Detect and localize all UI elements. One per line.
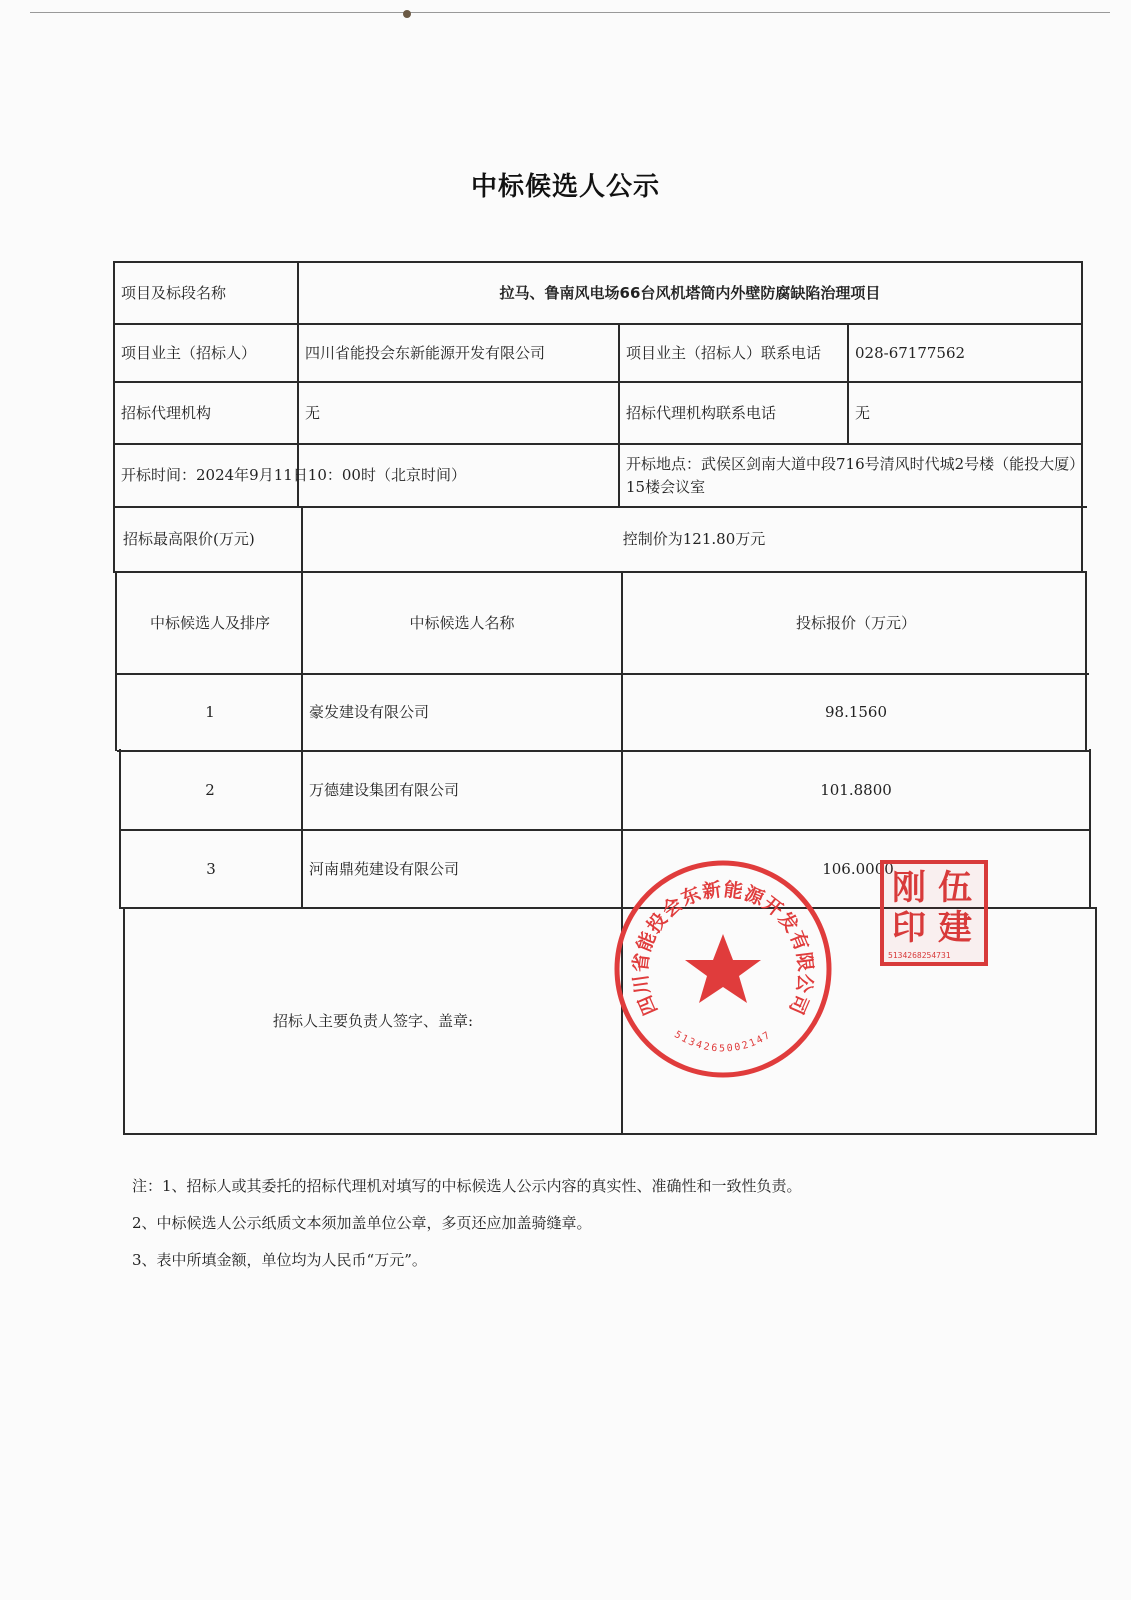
agency-label: 招标代理机构 [121,403,212,422]
owner-label: 项目业主（招标人） [121,343,257,362]
notes-section [132,1168,802,1279]
col-bid-header: 投标报价（万元） [795,613,916,632]
max-price-label: 招标最高限价(万元) [123,530,255,548]
agency-phone-value: 无 [855,403,871,422]
col-rank-header: 中标候选人及排序 [149,613,270,632]
stamp-char: 建 [938,908,972,948]
company-seal-icon [612,858,834,1080]
open-time: 开标时间：2024年9月11日10：00时（北京时间） [121,466,466,484]
svg-text:5134265002147 [672,1029,774,1054]
note-line: 3、表中所填金额，单位均为人民币“万元”。 [132,1251,427,1269]
max-price-value: 控制价为121.80万元 [622,530,766,548]
candidate-bid: 106.0000 [822,859,894,878]
agency-value: 无 [305,403,321,422]
col-name-header: 中标候选人名称 [409,613,515,632]
project-label: 项目及标段名称 [121,283,227,302]
candidate-name: 万德建设集团有限公司 [309,781,460,799]
paper-mark [403,10,411,18]
stamp-char: 刚 [892,868,926,908]
stamp-char: 印 [892,908,926,948]
top-edge-line [30,12,1110,13]
notice-table [113,253,1095,1160]
agency-phone-label: 招标代理机构联系电话 [626,403,777,422]
seal-code: 5134265002147 [672,1029,774,1055]
candidate-name: 河南鼎苑建设有限公司 [309,859,460,878]
project-name: 拉马、鲁南风电场66台风机塔筒内外壁防腐缺陷治理项目 [499,283,881,302]
note-line: 2、中标候选人公示纸质文本须加盖单位公章，多页还应加盖骑缝章。 [132,1214,592,1232]
personal-name-stamp [880,860,988,966]
candidate-rank: 2 [205,781,215,799]
stamp-code: 5134268254731 [888,951,951,960]
candidate-rank: 1 [205,703,215,721]
stamp-char: 伍 [938,868,972,908]
owner-phone-label: 项目业主（招标人）联系电话 [626,343,822,362]
owner-phone-value: 028-67177562 [855,343,966,362]
note-line: 注：1、招标人或其委托的招标代理机对填写的中标候选人公示内容的真实性、准确性和一致性负责。 [132,1177,802,1195]
signature-label: 招标人主要负责人签字、盖章: [272,1011,474,1030]
owner-value: 四川省能投会东新能源开发有限公司 [305,343,546,362]
seal-text: 四川省能投会东新能源开发有限公司 [629,878,817,1019]
candidate-bid: 98.1560 [824,703,888,721]
page-title: 中标候选人公示 [470,172,660,202]
candidate-rank: 3 [206,859,216,878]
open-place: 开标地点：武侯区剑南大道中段716号清风时代城2号楼（能投大厦）15楼会议室 [626,454,1077,496]
candidate-name: 豪发建设有限公司 [309,703,430,721]
candidate-bid: 101.8800 [820,781,892,799]
